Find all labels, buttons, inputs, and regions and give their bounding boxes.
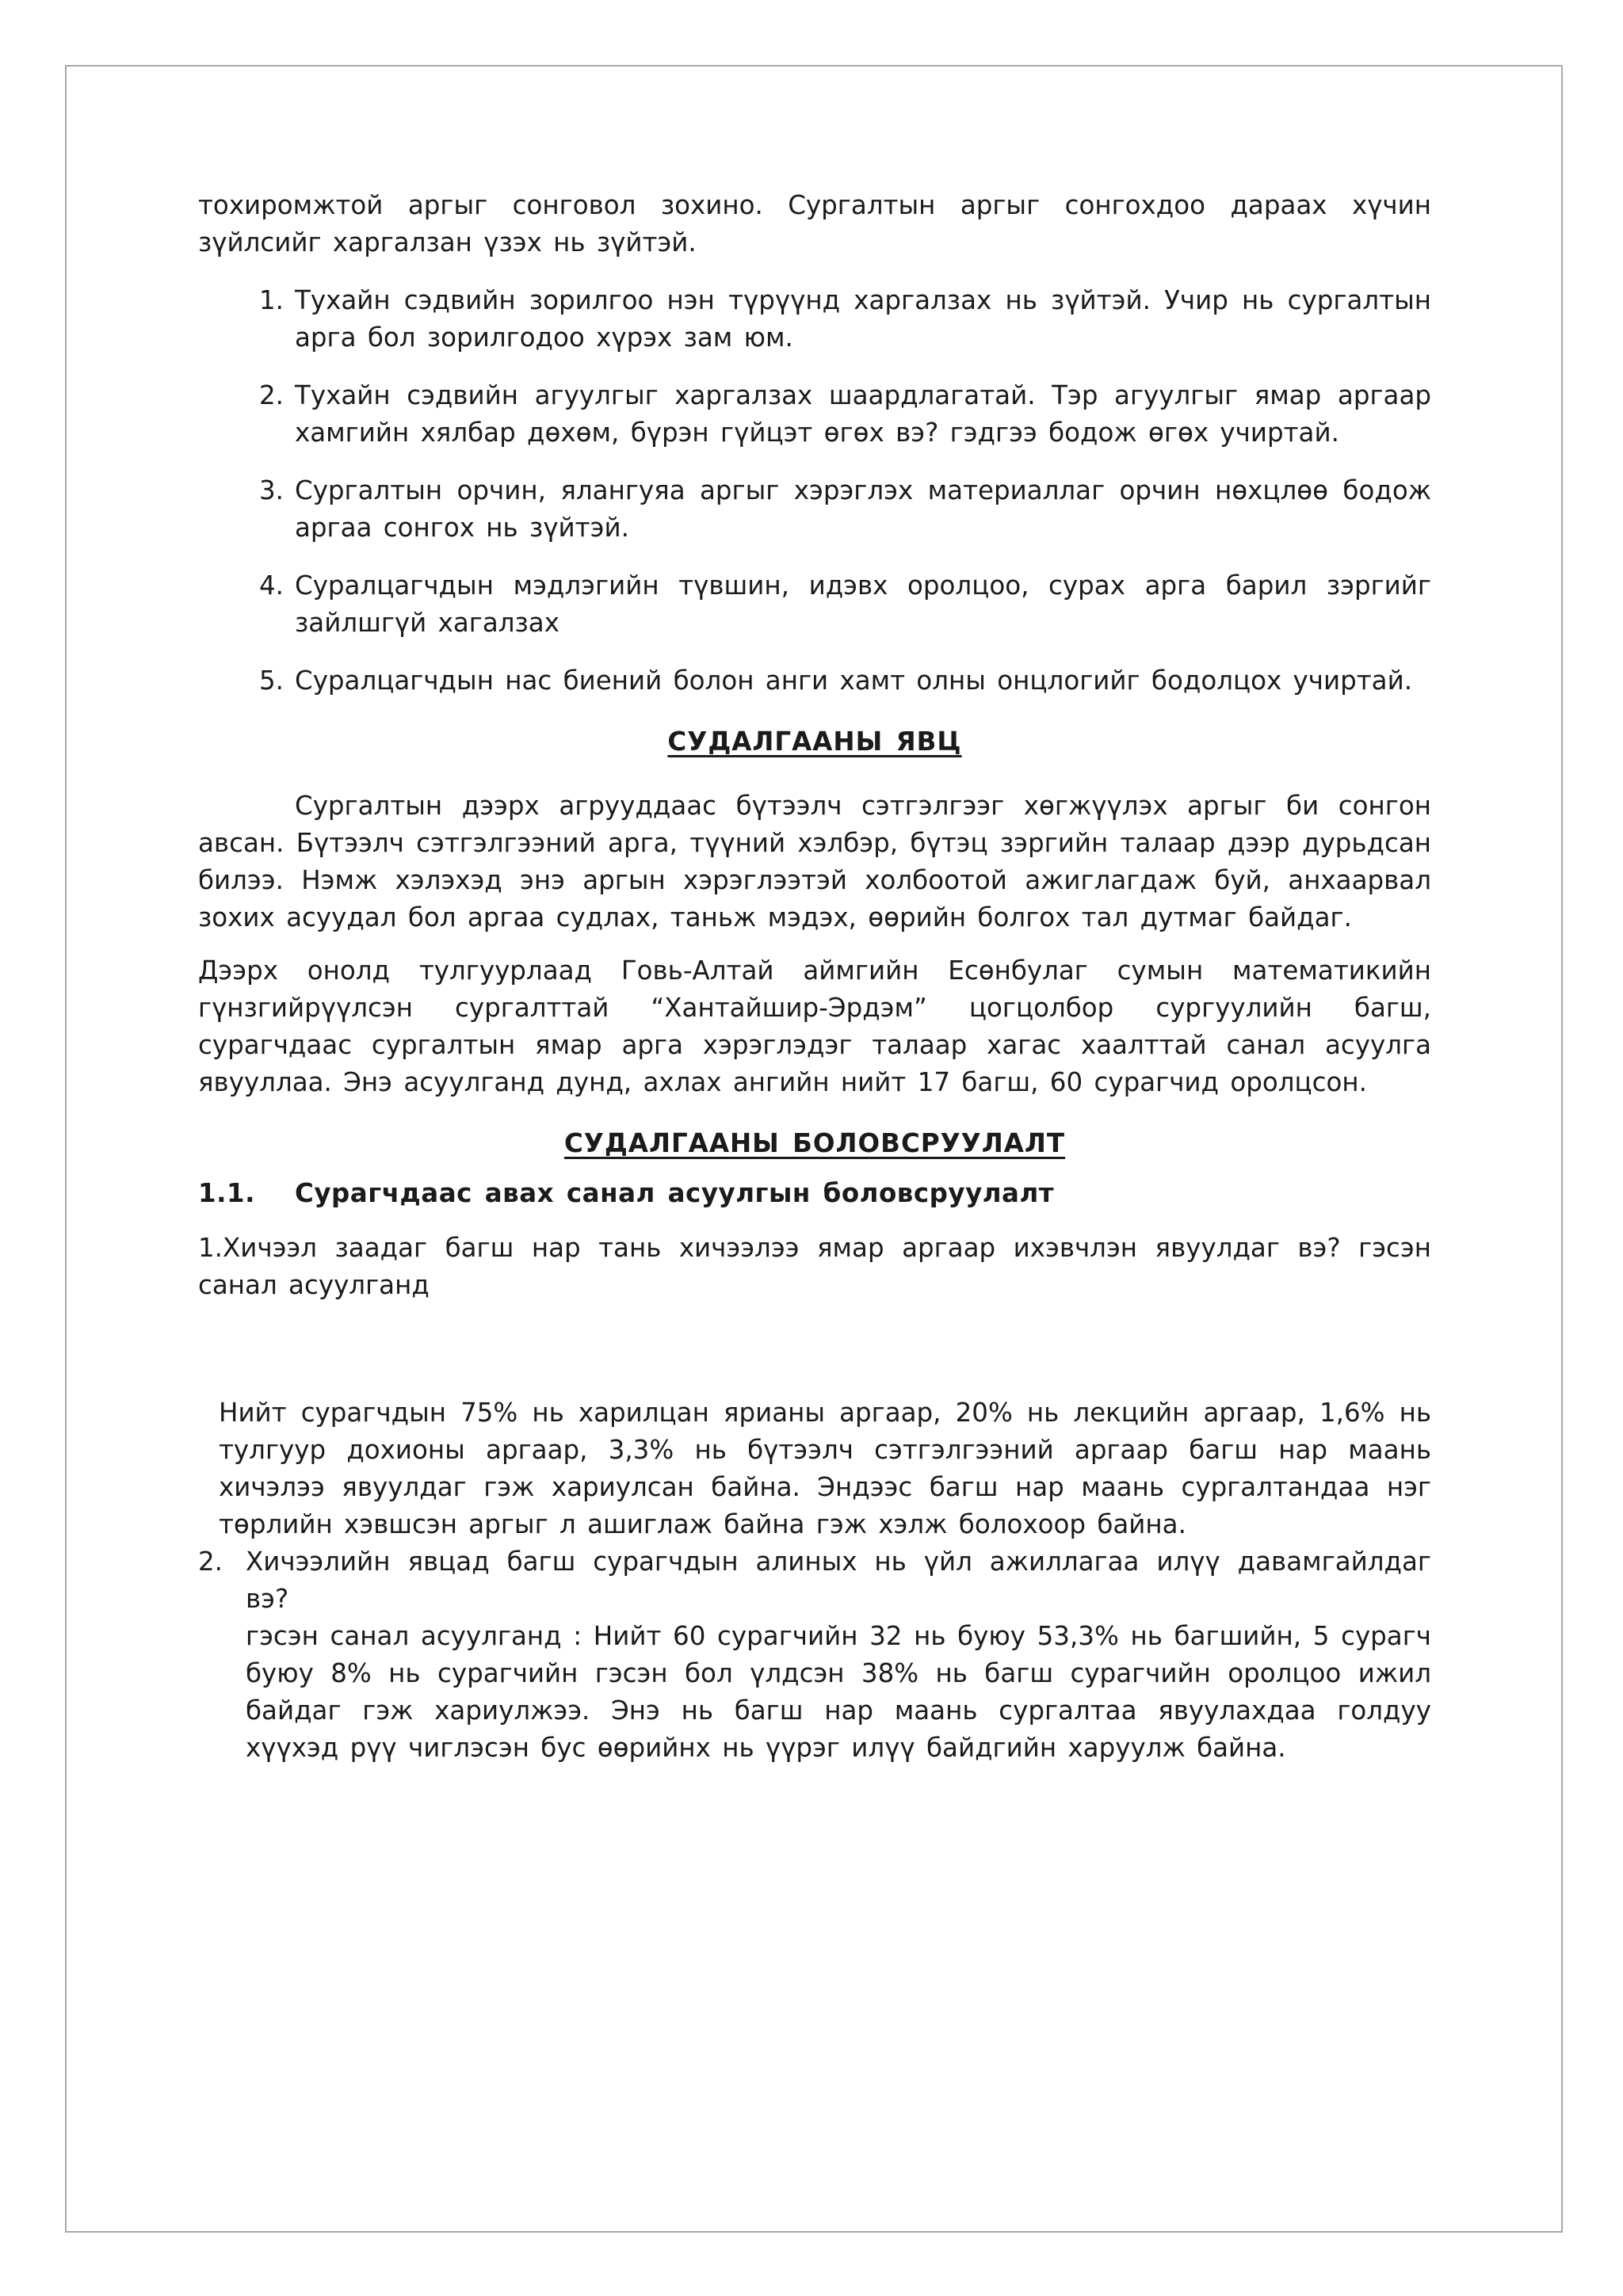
list-number: 1. xyxy=(258,285,284,315)
question-2-answer: гэсэн санал асуулганд : Нийт 60 сурагчийн 32 нь буюу 53,3% нь багшийн, 5 сурагч буюу 8% нь сурагчийн гэсэн бол үлдсэн 38% нь багш сурагчийн оролцоо ижил байдаг гэж хариулжээ. Энэ нь багш нар маань сургалтаа явуулахдаа голдуу хүүхэд рүү чиглэсэн бус өөрийнх нь үүрэг илүү байдгийн харуулж байна. xyxy=(246,1621,1431,1763)
list-number: 3. xyxy=(258,475,284,505)
question-1-result: Нийт сурагчдын 75% нь харилцан ярианы аргаар, 20% нь лекцийн аргаар, 1,6% нь тулгуур дохионы аргаар, 3,3% нь бүтээлч сэтгэлгээний аргаар багш нар маань хичэлээ явуулдаг гэж хариулсан байна. Эндээс багш нар маань сургалтандаа нэг төрлийн хэвшсэн аргыг л ашиглаж байна гэж хэлж болохоор байна. xyxy=(219,1398,1431,1539)
subsection-heading xyxy=(198,1175,1431,1212)
list-text: Суралцагчдын нас биений болон анги хамт олны онцлогийг бодолцох учиртай. xyxy=(295,666,1413,696)
list-item xyxy=(198,567,1431,642)
factors-list xyxy=(198,282,1431,700)
list-item xyxy=(198,472,1431,547)
intro-paragraph: тохиромжтой аргыг сонговол зохино. Сургалтын аргыг сонгохдоо дараах хүчин зүйлсийг харгалзан үзэх нь зүйтэй. xyxy=(198,190,1431,257)
question-1: 1.Хичээл заадаг багш нар тань хичээлээ ямар аргаар ихэвчлэн явуулдаг вэ? гэсэн санал асуулганд xyxy=(198,1233,1431,1300)
subsection-title: Сурагчдаас авах санал асуулгын боловсруулалт xyxy=(295,1178,1055,1208)
document-body xyxy=(198,187,1431,1767)
question-2-text: Хичээлийн явцад багш сурагчдын алиных нь үйл ажиллагаа илүү давамгайлдаг вэ? xyxy=(246,1547,1431,1614)
question-2-body xyxy=(246,1543,1431,1767)
list-item xyxy=(198,377,1431,452)
list-number: 2. xyxy=(258,380,284,410)
list-item xyxy=(198,282,1431,357)
list-number: 4. xyxy=(258,570,284,601)
list-text: Тухайн сэдвийн зорилгоо нэн түрүүнд харгалзах нь зүйтэй. Учир нь сургалтын арга бол зорилгодоо хүрэх зам юм. xyxy=(295,285,1431,353)
list-text: Сургалтын орчин, ялангуяа аргыг хэрэглэх материаллаг орчин нөхцлөө бодож аргаа сонгох нь зүйтэй. xyxy=(295,475,1431,543)
question-2-number: 2. xyxy=(198,1547,223,1577)
section-heading-progress: СУДАЛГААНЫ ЯВЦ xyxy=(667,727,962,757)
list-text: Суралцагчдын мэдлэгийн түвшин, идэвх оролцоо, сурах арга барил зэргийг зайлшгүй хагалзах xyxy=(295,570,1431,638)
list-number: 5. xyxy=(258,666,284,696)
list-text: Тухайн сэдвийн агуулгыг харгалзах шаардлагатай. Тэр агуулгыг ямар аргаар хамгийн хялбар дөхөм, бүрэн гүйцэт өгөх вэ? гэдгээ бодож өгөх учиртай. xyxy=(295,380,1431,448)
progress-paragraph-2: Дээрх онолд тулгуурлаад Говь-Алтай аймгийн Есөнбулаг сумын математикийн гүнзгийрүүлсэн сургалттай “Хантайшир-Эрдэм” цогцолбор сургуулийн багш, сурагчдаас сургалтын ямар арга хэрэглэдэг талаар хагас хаалттай санал асуулга явууллаа. Энэ асуулганд дунд, ахлах ангийн нийт 17 багш, 60 сурагчид оролцсон. xyxy=(198,955,1431,1097)
section-heading-processing: СУДАЛГААНЫ БОЛОВСРУУЛАЛТ xyxy=(563,1128,1066,1158)
list-item xyxy=(198,662,1431,700)
progress-paragraph-1: Сургалтын дээрх агрууддаас бүтээлч сэтгэлгээг хөгжүүлэх аргыг би сонгон авсан. Бүтээлч сэтгэлгээний арга, түүний хэлбэр, бүтэц зэргийн талаар дээр дурьдсан билээ. Нэмж хэлэхэд энэ аргын хэрэглээтэй холбоотой ажиглагдаж буй, анхаарвал зохих асуудал бол аргаа судлах, таньж мэдэх, өөрийн болгох тал дутмаг байдаг. xyxy=(198,791,1431,933)
question-2 xyxy=(198,1543,1431,1767)
subsection-number: 1.1. xyxy=(198,1178,255,1208)
